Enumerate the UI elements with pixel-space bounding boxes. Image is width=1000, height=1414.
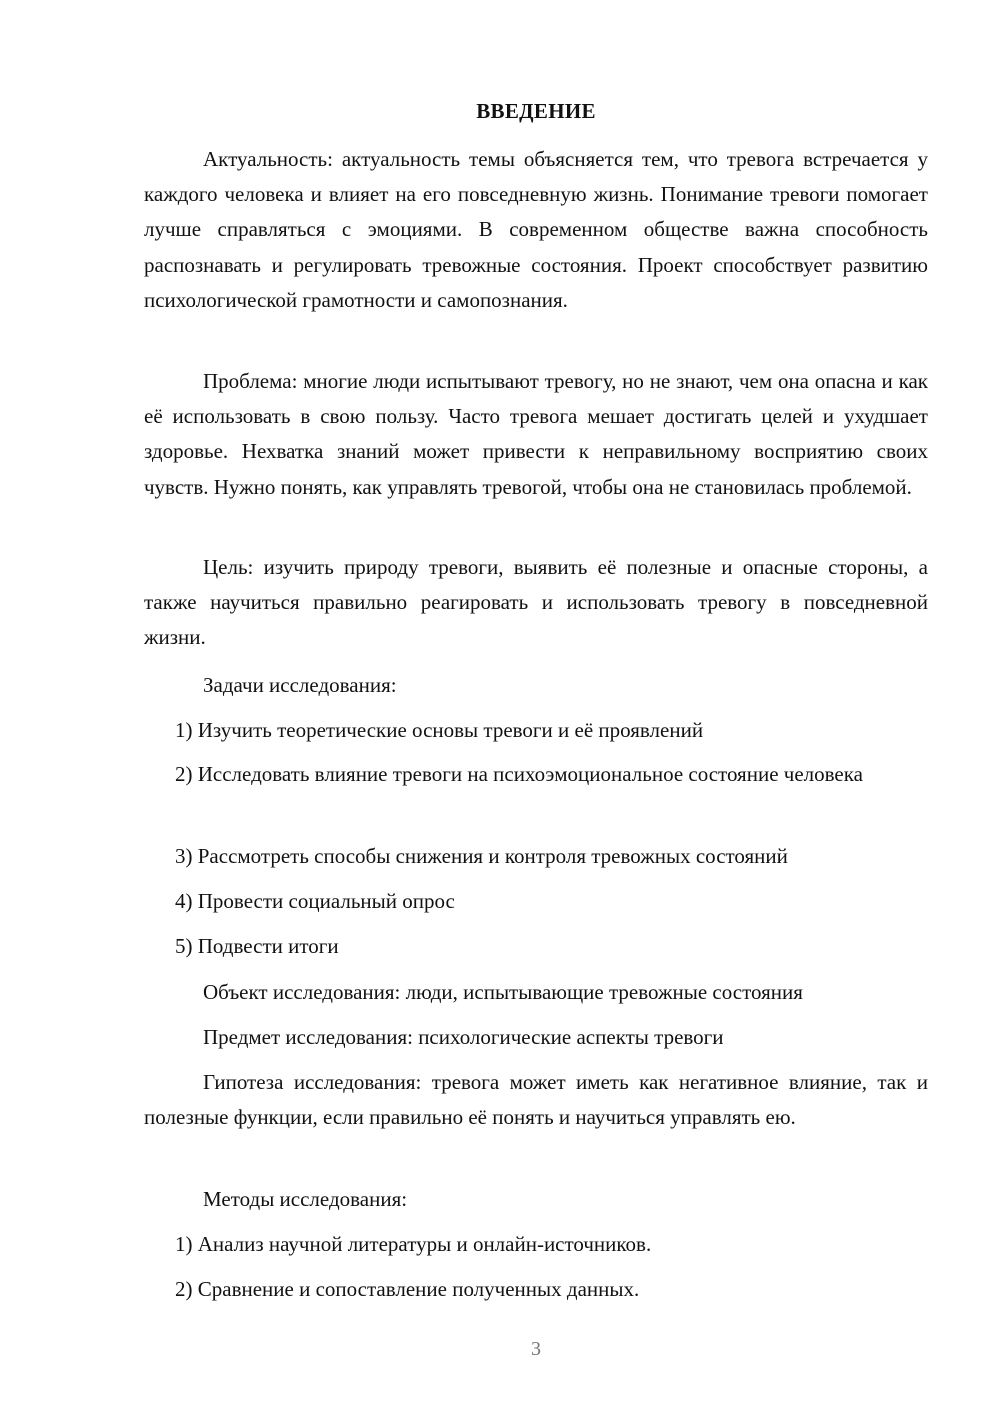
research-object: Объект исследования: люди, испытывающие тревожные состояния [203,980,803,1004]
section-heading: ВВЕДЕНИЕ [476,99,596,123]
task-item-5: 5) Подвести итоги [175,934,339,958]
tasks-title: Задачи исследования: [203,673,397,697]
problem-paragraph: Проблема: многие люди испытывают тревогу, но не знают, чем она опасна и как её использовать в свою пользу. Часто тревога мешает достигать целей и ухудшает здоровье. Нехватка знаний может привести к неправильному восприятию своих чувств. Нужно понять, как управлять тревогой, чтобы она не становилась проблемой. [144,369,928,499]
research-subject: Предмет исследования: психологические аспекты тревоги [203,1025,724,1049]
task-item-2: 2) Исследовать влияние тревоги на психоэмоциональное состояние человека [175,762,863,786]
relevance-paragraph: Актуальность: актуальность темы объясняется тем, что тревога встречается у каждого человека и влияет на его повседневную жизнь. Понимание тревоги помогает лучше справляться с эмоциями. В современном обществе важна способность распознавать и регулировать тревожные состояния. Проект способствует развитию психологической грамотности и самопознания. [144,147,928,312]
method-item-1: 1) Анализ научной литературы и онлайн-источников. [175,1232,652,1256]
method-item-2: 2) Сравнение и сопоставление полученных данных. [175,1277,640,1301]
task-item-4: 4) Провести социальный опрос [175,889,455,913]
goal-paragraph: Цель: изучить природу тревоги, выявить её полезные и опасные стороны, а также научиться правильно реагировать и использовать тревогу в повседневной жизни. [144,555,928,650]
task-item-3: 3) Рассмотреть способы снижения и контроля тревожных состояний [175,844,788,868]
page-number: 3 [531,1338,541,1360]
task-item-1: 1) Изучить теоретические основы тревоги и её проявлений [175,718,704,742]
hypothesis-paragraph: Гипотеза исследования: тревога может иметь как негативное влияние, так и полезные функции, если правильно её понять и научиться управлять ею. [144,1070,928,1130]
methods-title: Методы исследования: [203,1187,408,1211]
